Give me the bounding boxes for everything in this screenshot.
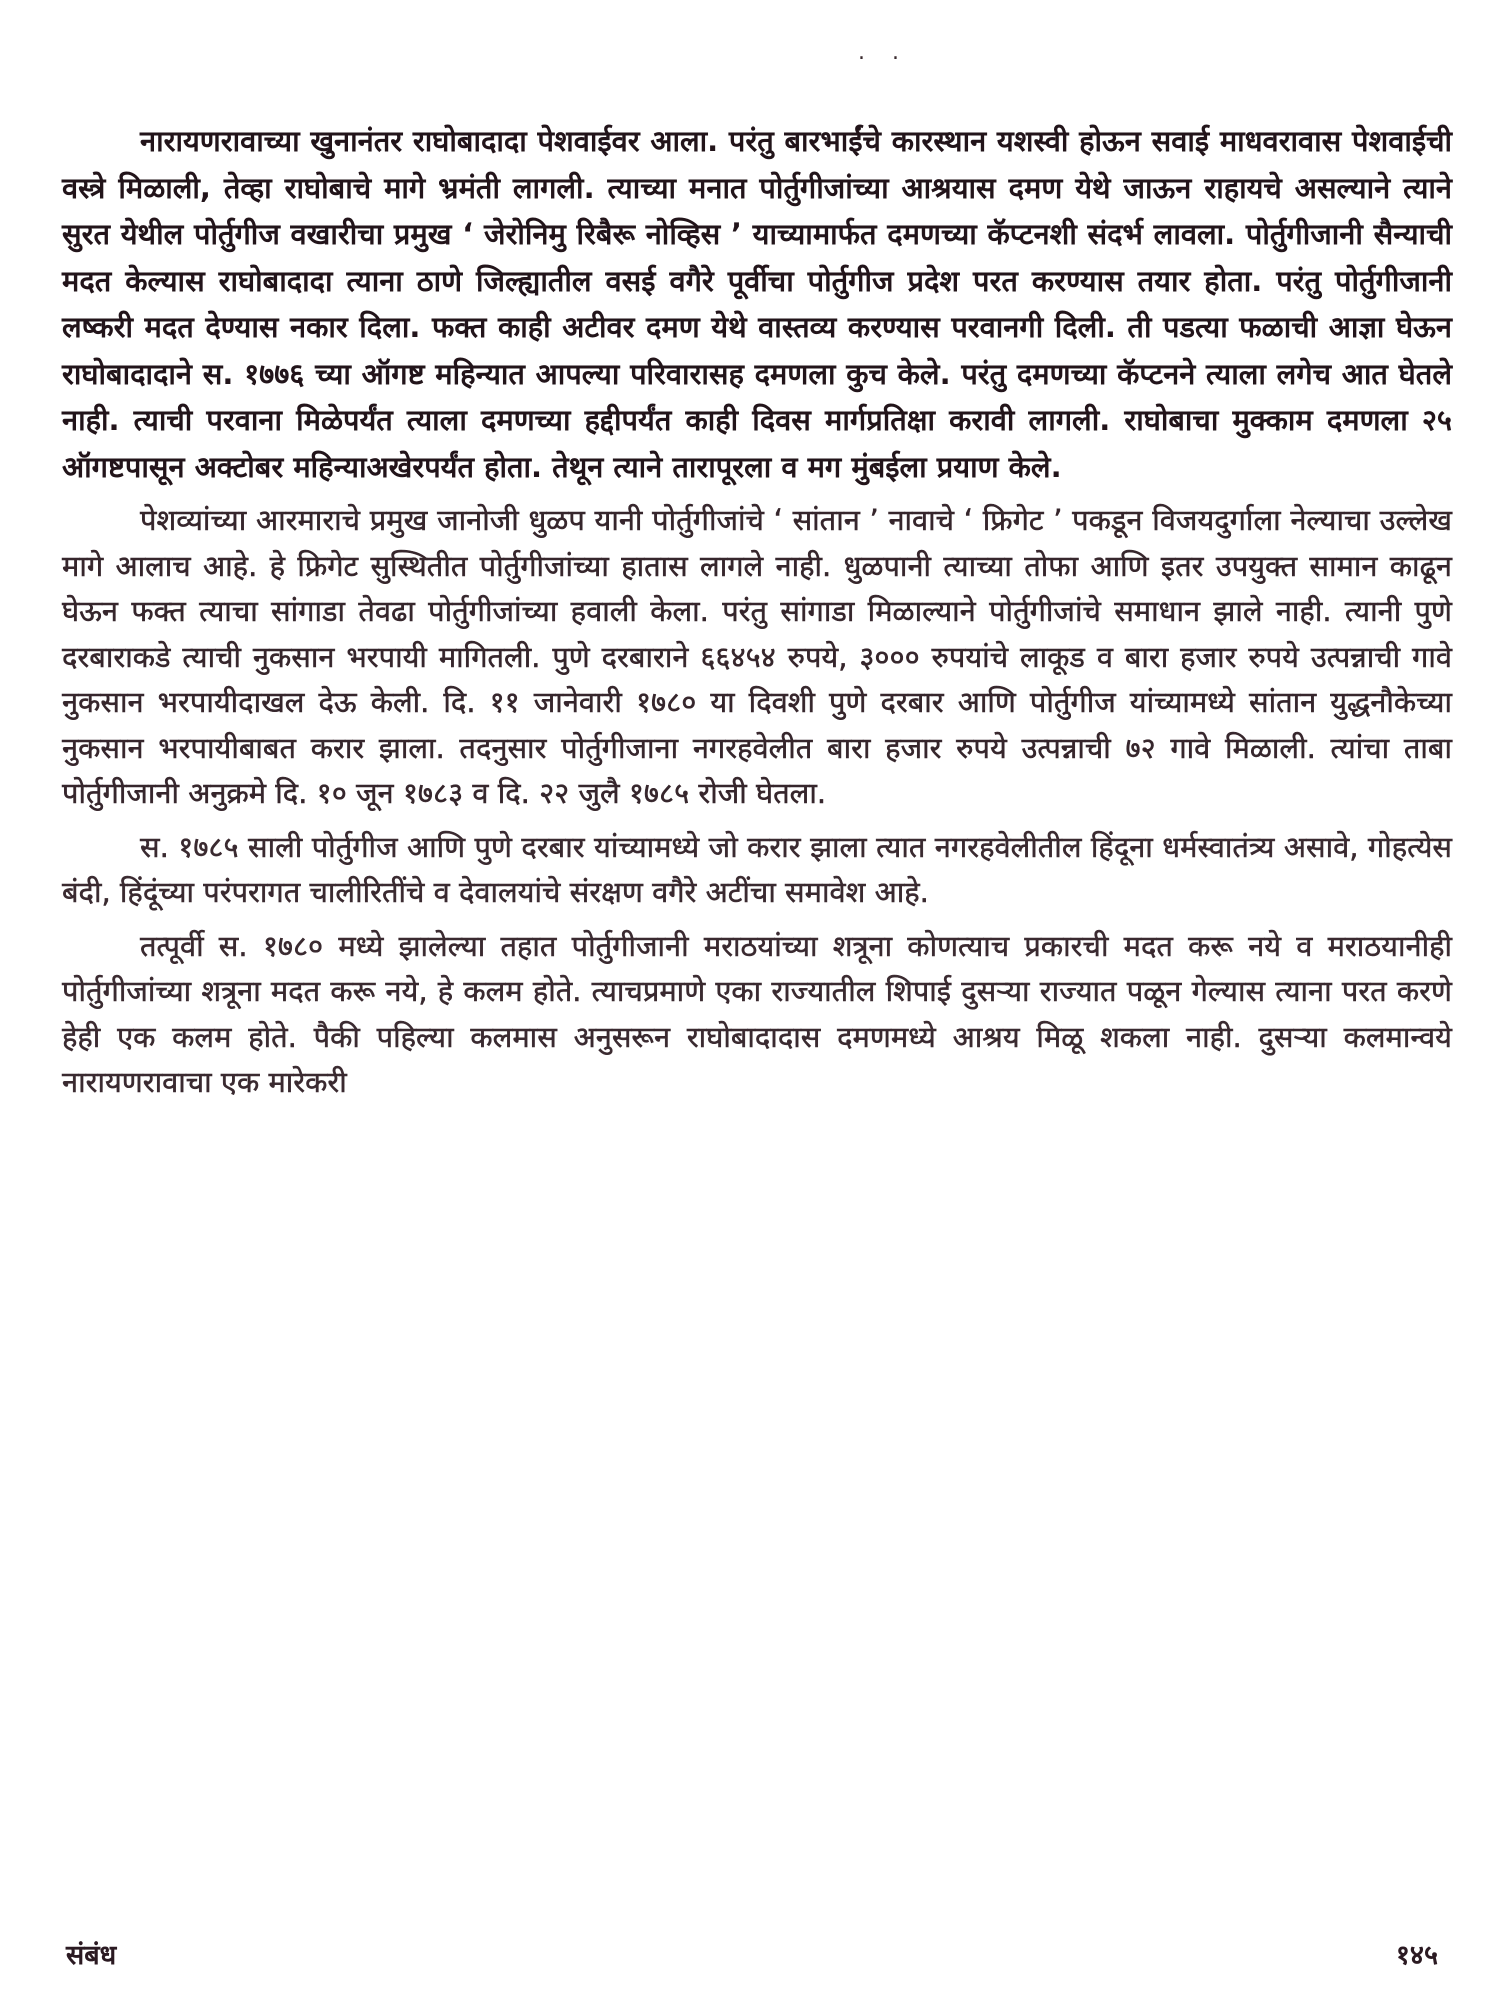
paragraph-4: तत्पूर्वी स. १७८० मध्ये झालेल्या तहात पोर्तुगीजानी मराठयांच्या शत्रूना कोणत्याच प्रकारची मदत करू नये व मराठयानीही पोर्तुगीजांच्या शत्रूना मदत करू नये, हे कलम होते. त्याचप्रमाणे एका राज्यातील शिपाई दुसऱ्या राज्यात पळून गेल्यास त्याना परत करणे हेही एक कलम होते. पैकी पहिल्या कलमास अनुसरून राघोबादादास दमणमध्ये आश्रय मिळू शकला नाही. दुसऱ्या कलमान्वये नारायणरावाचा एक मारेकरी (62, 928, 1452, 1099)
body-text (62, 118, 1452, 1106)
running-footer: संबंध (66, 1940, 117, 1971)
paragraph-2: पेशव्यांच्या आरमाराचे प्रमुख जानोजी धुळप यानी पोर्तुगीजांचे ‘ सांतान ’ नावाचे ‘ फ्रिगेट ’ पकडून विजयदुर्गाला नेल्याचा उल्लेख मागे आलाच आहे. हे फ्रिगेट सुस्थितीत पोर्तुगीजांच्या हातास लागले नाही. धुळपानी त्याच्या तोफा आणि इतर उपयुक्त सामान काढून घेऊन फक्त त्याचा सांगाडा तेवढा पोर्तुगीजांच्या हवाली केला. परंतु सांगाडा मिळाल्याने पोर्तुगीजांचे समाधान झाले नाही. त्यानी पुणे दरबाराकडे त्याची नुकसान भरपायी मागितली. पुणे दरबाराने ६६४५४ रुपये, ३००० रुपयांचे लाकूड व बारा हजार रुपये उत्पन्नाची गावे नुकसान भरपायीदाखल देऊ केली. दि. ११ जानेवारी १७८० या दिवशी पुणे दरबार आणि पोर्तुगीज यांच्यामध्ये सांतान युद्धनौकेच्या नुकसान भरपायीबाबत करार झाला. तदनुसार पोर्तुगीजाना नगरहवेलीत बारा हजार रुपये उत्पन्नाची ७२ गावे मिळाली. त्यांचा ताबा पोर्तुगीजानी अनुक्रमे दि. १० जून १७८३ व दि. २२ जुलै १७८५ रोजी घेतला. (62, 503, 1452, 810)
page-number: १४५ (1395, 1940, 1438, 1971)
paragraph-3: स. १७८५ साली पोर्तुगीज आणि पुणे दरबार यांच्यामध्ये जो करार झाला त्यात नगरहवेलीतील हिंदूना धर्मस्वातंत्र्य असावे, गोहत्येस बंदी, हिंदूंच्या परंपरागत चालीरितींचे व देवालयांचे संरक्षण वगैरे अटींचा समावेश आहे. (62, 829, 1452, 909)
paragraph-1: नारायणरावाच्या खुनानंतर राघोबादादा पेशवाईवर आला. परंतु बारभाईंचे कारस्थान यशस्वी होऊन सवाई माधवरावास पेशवाईची वस्त्रे मिळाली, तेव्हा राघोबाचे मागे भ्रमंती लागली. त्याच्या मनात पोर्तुगीजांच्या आश्रयास दमण येथे जाऊन राहायचे असल्याने त्याने सुरत येथील पोर्तुगीज वखारीचा प्रमुख ‘ जेरोनिमु रिबैरू नोव्हिस ’ याच्यामार्फत दमणच्या कॅप्टनशी संदर्भ लावला. पोर्तुगीजानी सैन्याची मदत केल्यास राघोबादादा त्याना ठाणे जिल्ह्यातील वसई वगैरे पूर्वीचा पोर्तुगीज प्रदेश परत करण्यास तयार होता. परंतु पोर्तुगीजानी लष्करी मदत देण्यास नकार दिला. फक्त काही अटीवर दमण येथे वास्तव्य करण्यास परवानगी दिली. ती पडत्या फळाची आज्ञा घेऊन राघोबादादाने स. १७७६ च्या ऑगष्ट महिन्यात आपल्या परिवारासह दमणला कुच केले. परंतु दमणच्या कॅप्टनने त्याला लगेच आत घेतले नाही. त्याची परवाना मिळेपर्यंत त्याला दमणच्या हद्दीपर्यंत काही दिवस मार्गप्रतिक्षा करावी लागली. राघोबाचा मुक्काम दमणला २५ ऑगष्टपासून अक्टोबर महिन्याअखेरपर्यंत होता. तेथून त्याने तारापूरला व मग मुंबईला प्रयाण केले. (62, 124, 1452, 484)
scan-mark: . . (858, 40, 909, 65)
